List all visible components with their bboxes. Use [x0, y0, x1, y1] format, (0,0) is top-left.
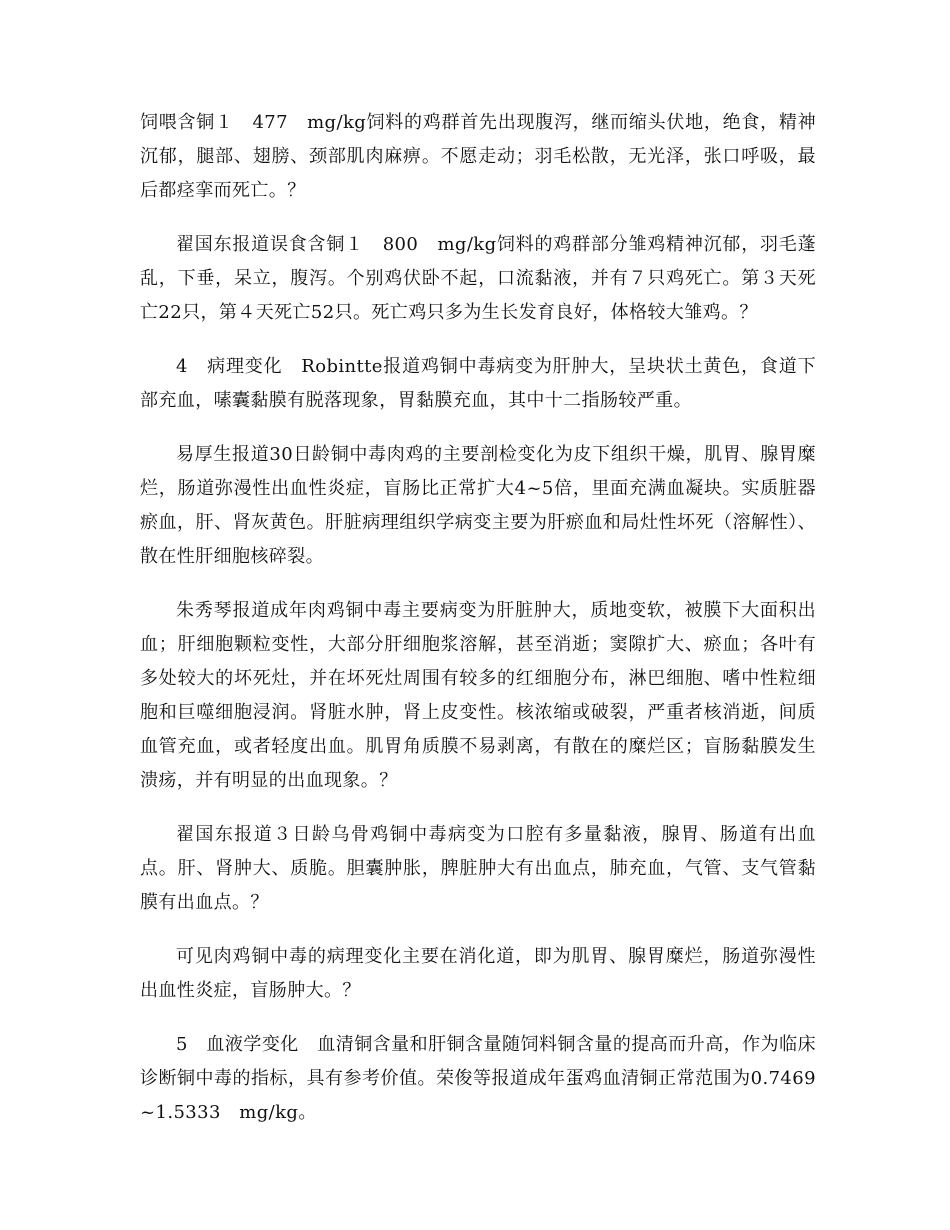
- paragraph-pathology-heading: 4 病理变化 Robintte报道鸡铜中毒病变为肝肿大，呈块状土黄色，食道下部充血，嗉囊黏膜有脱落现象，胃黏膜充血，其中十二指肠较严重。: [140, 356, 816, 411]
- paragraph-zhu-xiuqin-report: 朱秀琴报道成年肉鸡铜中毒主要病变为肝脏肿大，质地变软，被膜下大面积出血；肝细胞颗粒变性，大部分肝细胞浆溶解，甚至消逝；窦隙扩大、瘀血；各叶有多处较大的坏死灶，并在坏死灶周围有较多的红细胞分布，淋巴细胞、嗜中性粒细胞和巨噬细胞浸润。肾脏水肿，肾上皮变性。核浓缩或破裂，严重者核消逝，间质血管充血，或者轻度出血。肌胃角质膜不易剥离，有散在的糜烂区；盲肠黏膜发生溃疡，并有明显的出血现象。？: [140, 600, 816, 791]
- paragraph-copper-feeding-symptoms: 饲喂含铜１ 477 mg/kg饲料的鸡群首先出现腹泻，继而缩头伏地，绝食，精神沉郁，腿部、翅膀、颈部肌肉麻痹。不愿走动；羽毛松散，无光泽，张口呼吸，最后都痉挛而死亡。？: [140, 112, 816, 201]
- document-body: [140, 106, 816, 1150]
- paragraph-pathology-summary: 可见肉鸡铜中毒的病理变化主要在消化道，即为肌胃、腺胃糜烂，肠道弥漫性出血性炎症，盲肠肿大。？: [140, 946, 816, 1001]
- paragraph-hematology-heading: 5 血液学变化 血清铜含量和肝铜含量随饲料铜含量的提高而升高，作为临床诊断铜中毒的指标，具有参考价值。荣俊等报道成年蛋鸡血清铜正常范围为0.7469~1.5333 mg/kg。: [140, 1034, 816, 1123]
- paragraph-yi-housheng-report: 易厚生报道30日龄铜中毒肉鸡的主要剖检变化为皮下组织干燥，肌胃、腺胃糜烂，肠道弥漫性出血性炎症，盲肠比正常扩大4~5倍，里面充满血凝块。实质脏器瘀血，肝、肾灰黄色。肝脏病理组织学病变主要为肝瘀血和局灶性坏死（溶解性）、散在性肝细胞核碎裂。: [140, 444, 816, 567]
- paragraph-zhai-guodong-silkie-report: 翟国东报道３日龄乌骨鸡铜中毒病变为口腔有多量黏液，腺胃、肠道有出血点。肝、肾肿大、质脆。胆囊肿胀，脾脏肿大有出血点，肺充血，气管、支气管黏膜有出血点。？: [140, 824, 816, 913]
- paragraph-zhai-guodong-chick-report: 翟国东报道误食含铜１ 800 mg/kg饲料的鸡群部分雏鸡精神沉郁，羽毛蓬乱，下垂，呆立，腹泻。个别鸡伏卧不起，口流黏液，并有７只鸡死亡。第３天死亡22只，第４天死亡52只。死亡鸡只多为生长发育良好，体格较大雏鸡。？: [140, 234, 816, 323]
